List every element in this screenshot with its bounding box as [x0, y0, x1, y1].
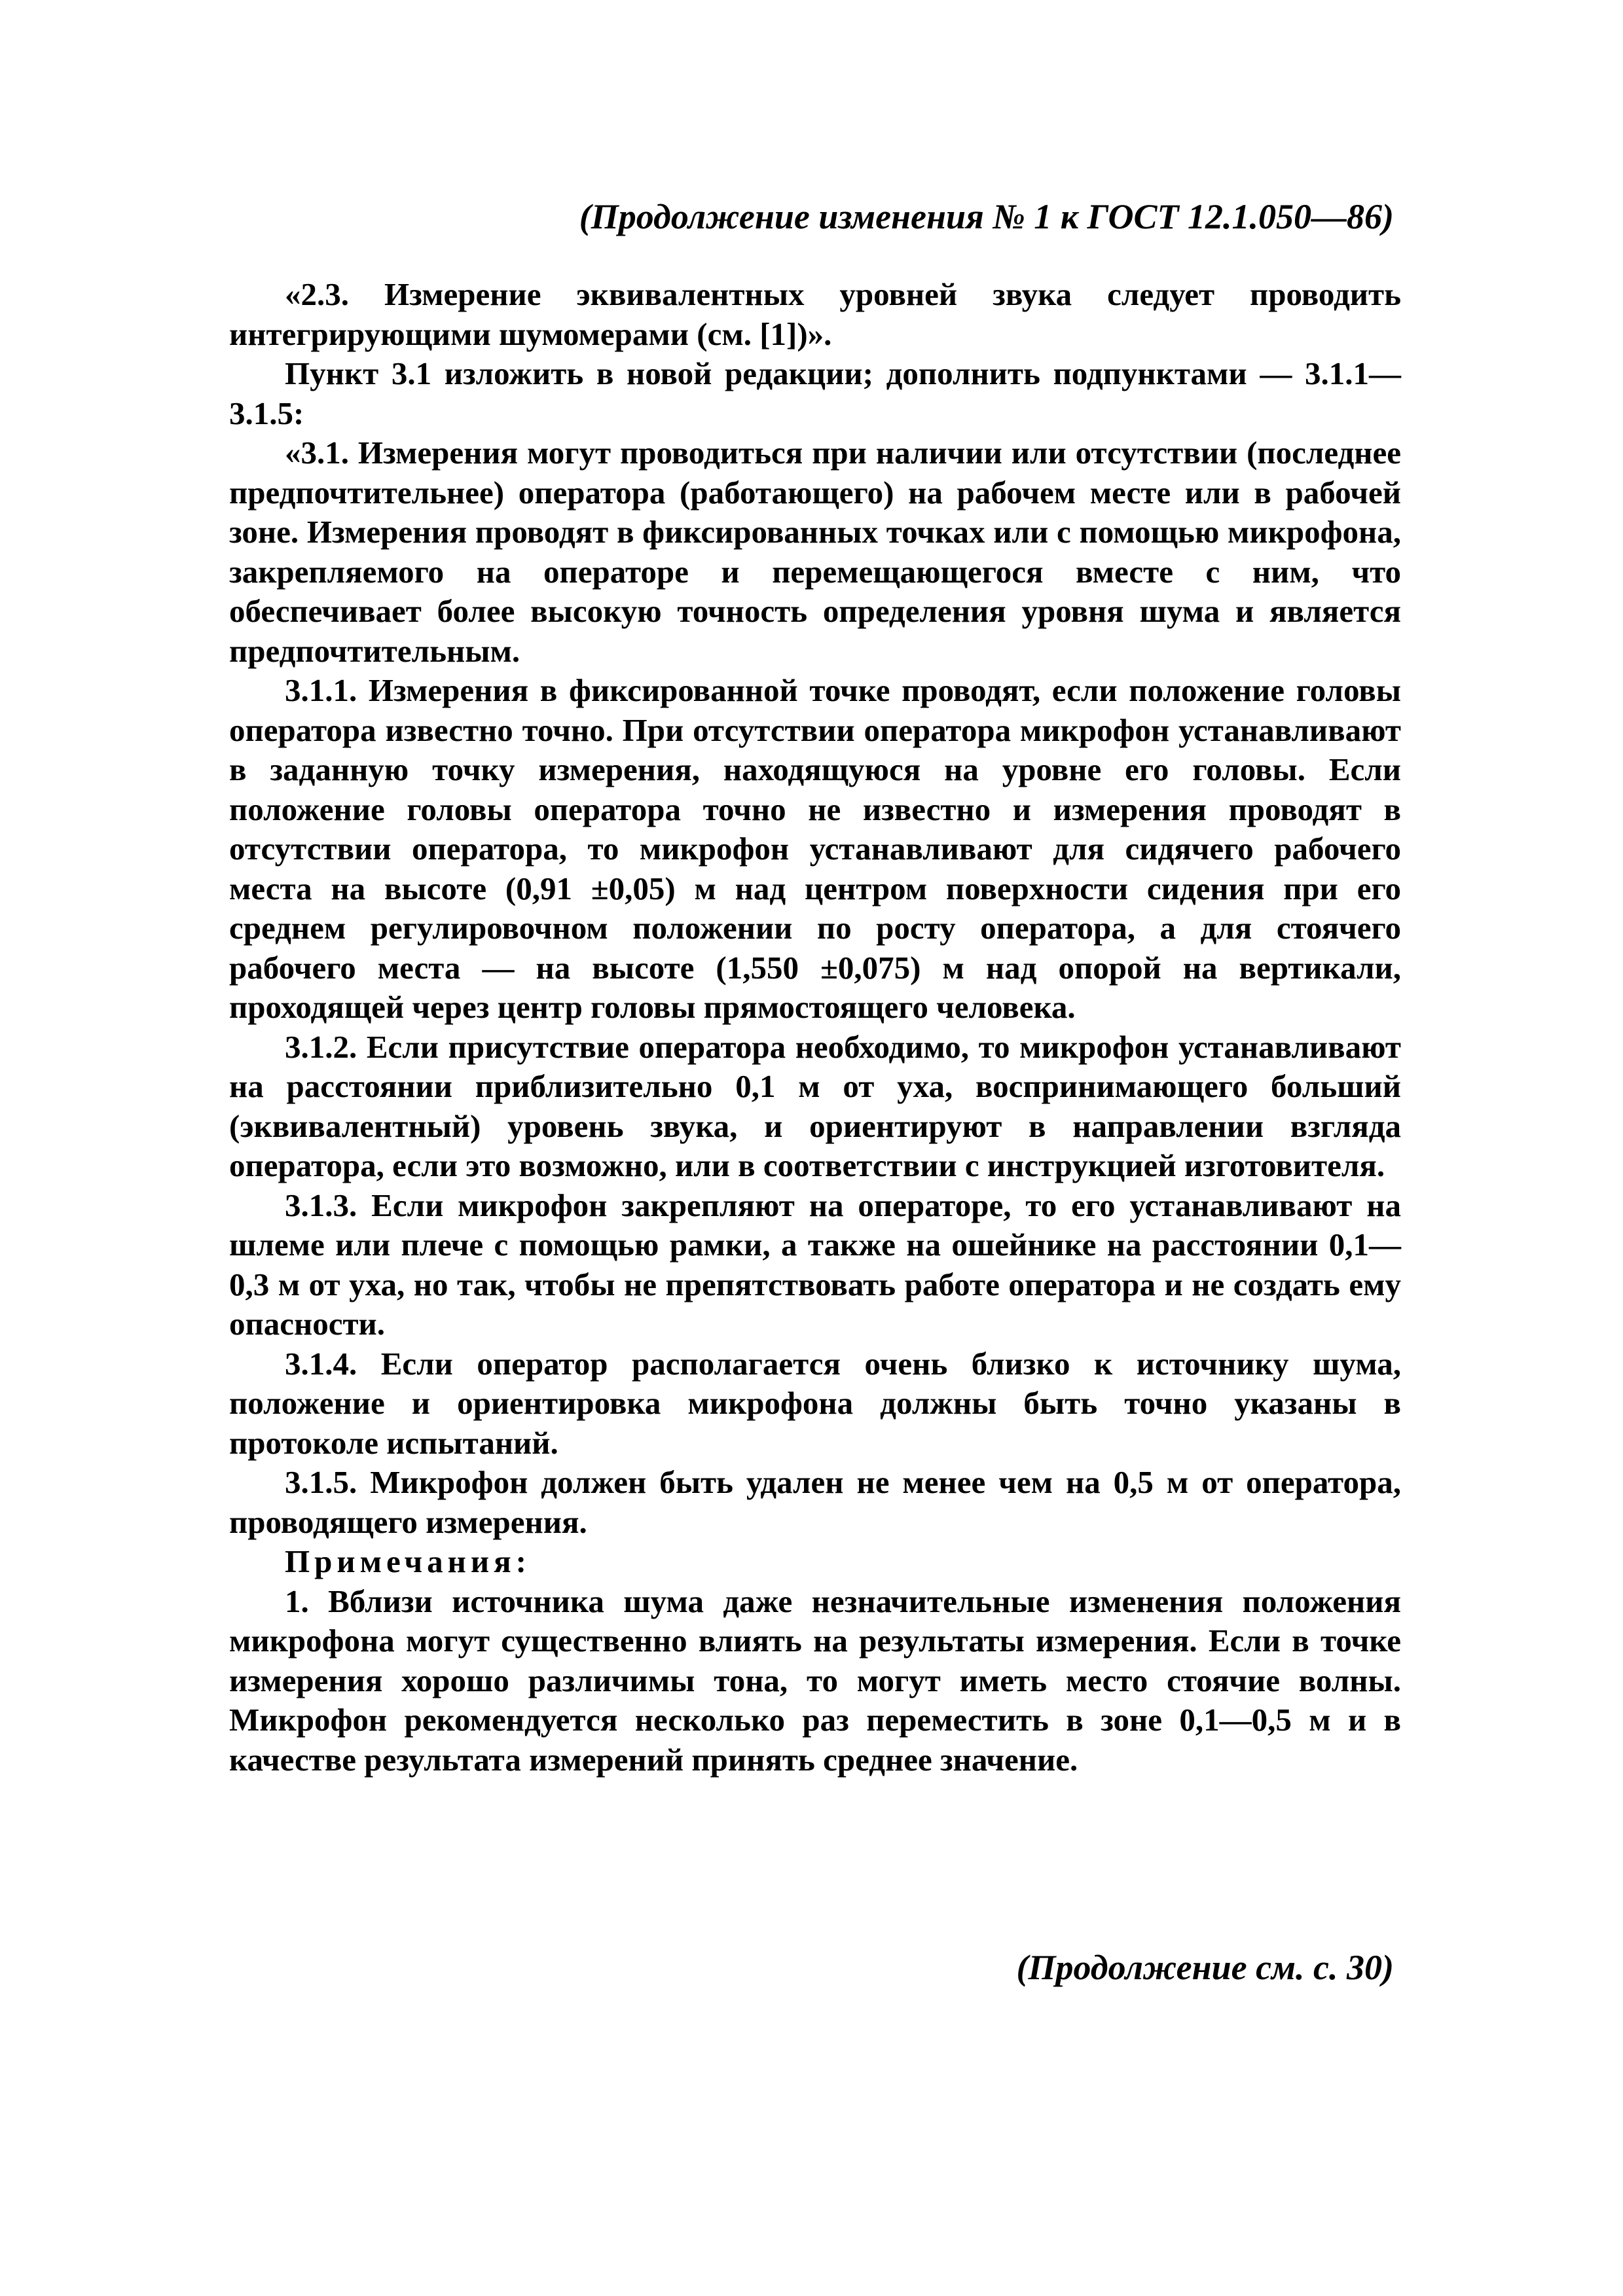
note-1: 1. Вблизи источника шума даже незначительные изменения положения микрофона могут существенно влиять на результаты измерения. Если в точке измерения хорошо различимы тона, то могут иметь место стоячие волны. Микрофон рекомендуется несколько раз переместить в зоне 0,1—0,5 м и в качестве результата измерений принять среднее значение. — [229, 1583, 1401, 1778]
continuation-header: (Продолжение изменения № 1 к ГОСТ 12.1.050—86) — [579, 197, 1394, 236]
notes-heading: Примечания: — [285, 1543, 531, 1579]
paragraph-3-1-1: 3.1.1. Измерения в фиксированной точке проводят, если положение головы оператора известно точно. При отсутствии оператора микрофон устанавливают в заданную точку измерения, находящуюся на уровне его головы. Если положение головы оператора точно не известно и измерения проводят в отсутствии оператора, то микрофон устанавливают для сидячего рабочего места на высоте (0,91 ±0,05) м над центром поверхности сидения при его среднем регулировочном положении по росту оператора, а для стоячего рабочего места — на высоте (1,550 ±0,075) м над опорой на вертикали, проходящей через центр головы прямостоящего человека. — [229, 672, 1401, 1025]
paragraph-2-3: «2.3. Измерение эквивалентных уровней звука следует проводить интегрирующими шумомерами (см. [1])». — [229, 276, 1401, 352]
paragraph-3-1: «3.1. Измерения могут проводиться при наличии или отсутствии (последнее предпочтительнее) оператора (работающего) на рабочем месте или в рабочей зоне. Измерения проводят в фиксированных точках или с помощью микрофона, закрепляемого на операторе и перемещающегося вместе с ним, что обеспечивает более высокую точность определения уровня шума и является предпочтительным. — [229, 435, 1401, 669]
continuation-footer: (Продолжение см. с. 30) — [1016, 1948, 1394, 1987]
paragraph-3-1-4: 3.1.4. Если оператор располагается очень близко к источнику шума, положение и ориентировка микрофона должны быть точно указаны в протоколе испытаний. — [229, 1345, 1401, 1461]
paragraph-3-1-3: 3.1.3. Если микрофон закрепляют на операторе, то его устанавливают на шлеме или плече с помощью рамки, а также на ошейнике на расстоянии 0,1—0,3 м от уха, но так, чтобы не препятствовать работе оператора и не создать ему опасности. — [229, 1187, 1401, 1342]
document-body — [229, 275, 1401, 1780]
paragraph-3-1-5: 3.1.5. Микрофон должен быть удален не менее чем на 0,5 м от оператора, проводящего измерения. — [229, 1464, 1401, 1540]
paragraph-3-1-2: 3.1.2. Если присутствие оператора необходимо, то микрофон устанавливают на расстоянии приблизительно 0,1 м от уха, воспринимающего больший (эквивалентный) уровень звука, и ориентируют в направлении взгляда оператора, если это возможно, или в соответствии с инструкцией изготовителя. — [229, 1028, 1401, 1183]
paragraph-instruction: Пункт 3.1 изложить в новой редакции; дополнить подпунктами — 3.1.1—3.1.5: — [229, 355, 1401, 431]
